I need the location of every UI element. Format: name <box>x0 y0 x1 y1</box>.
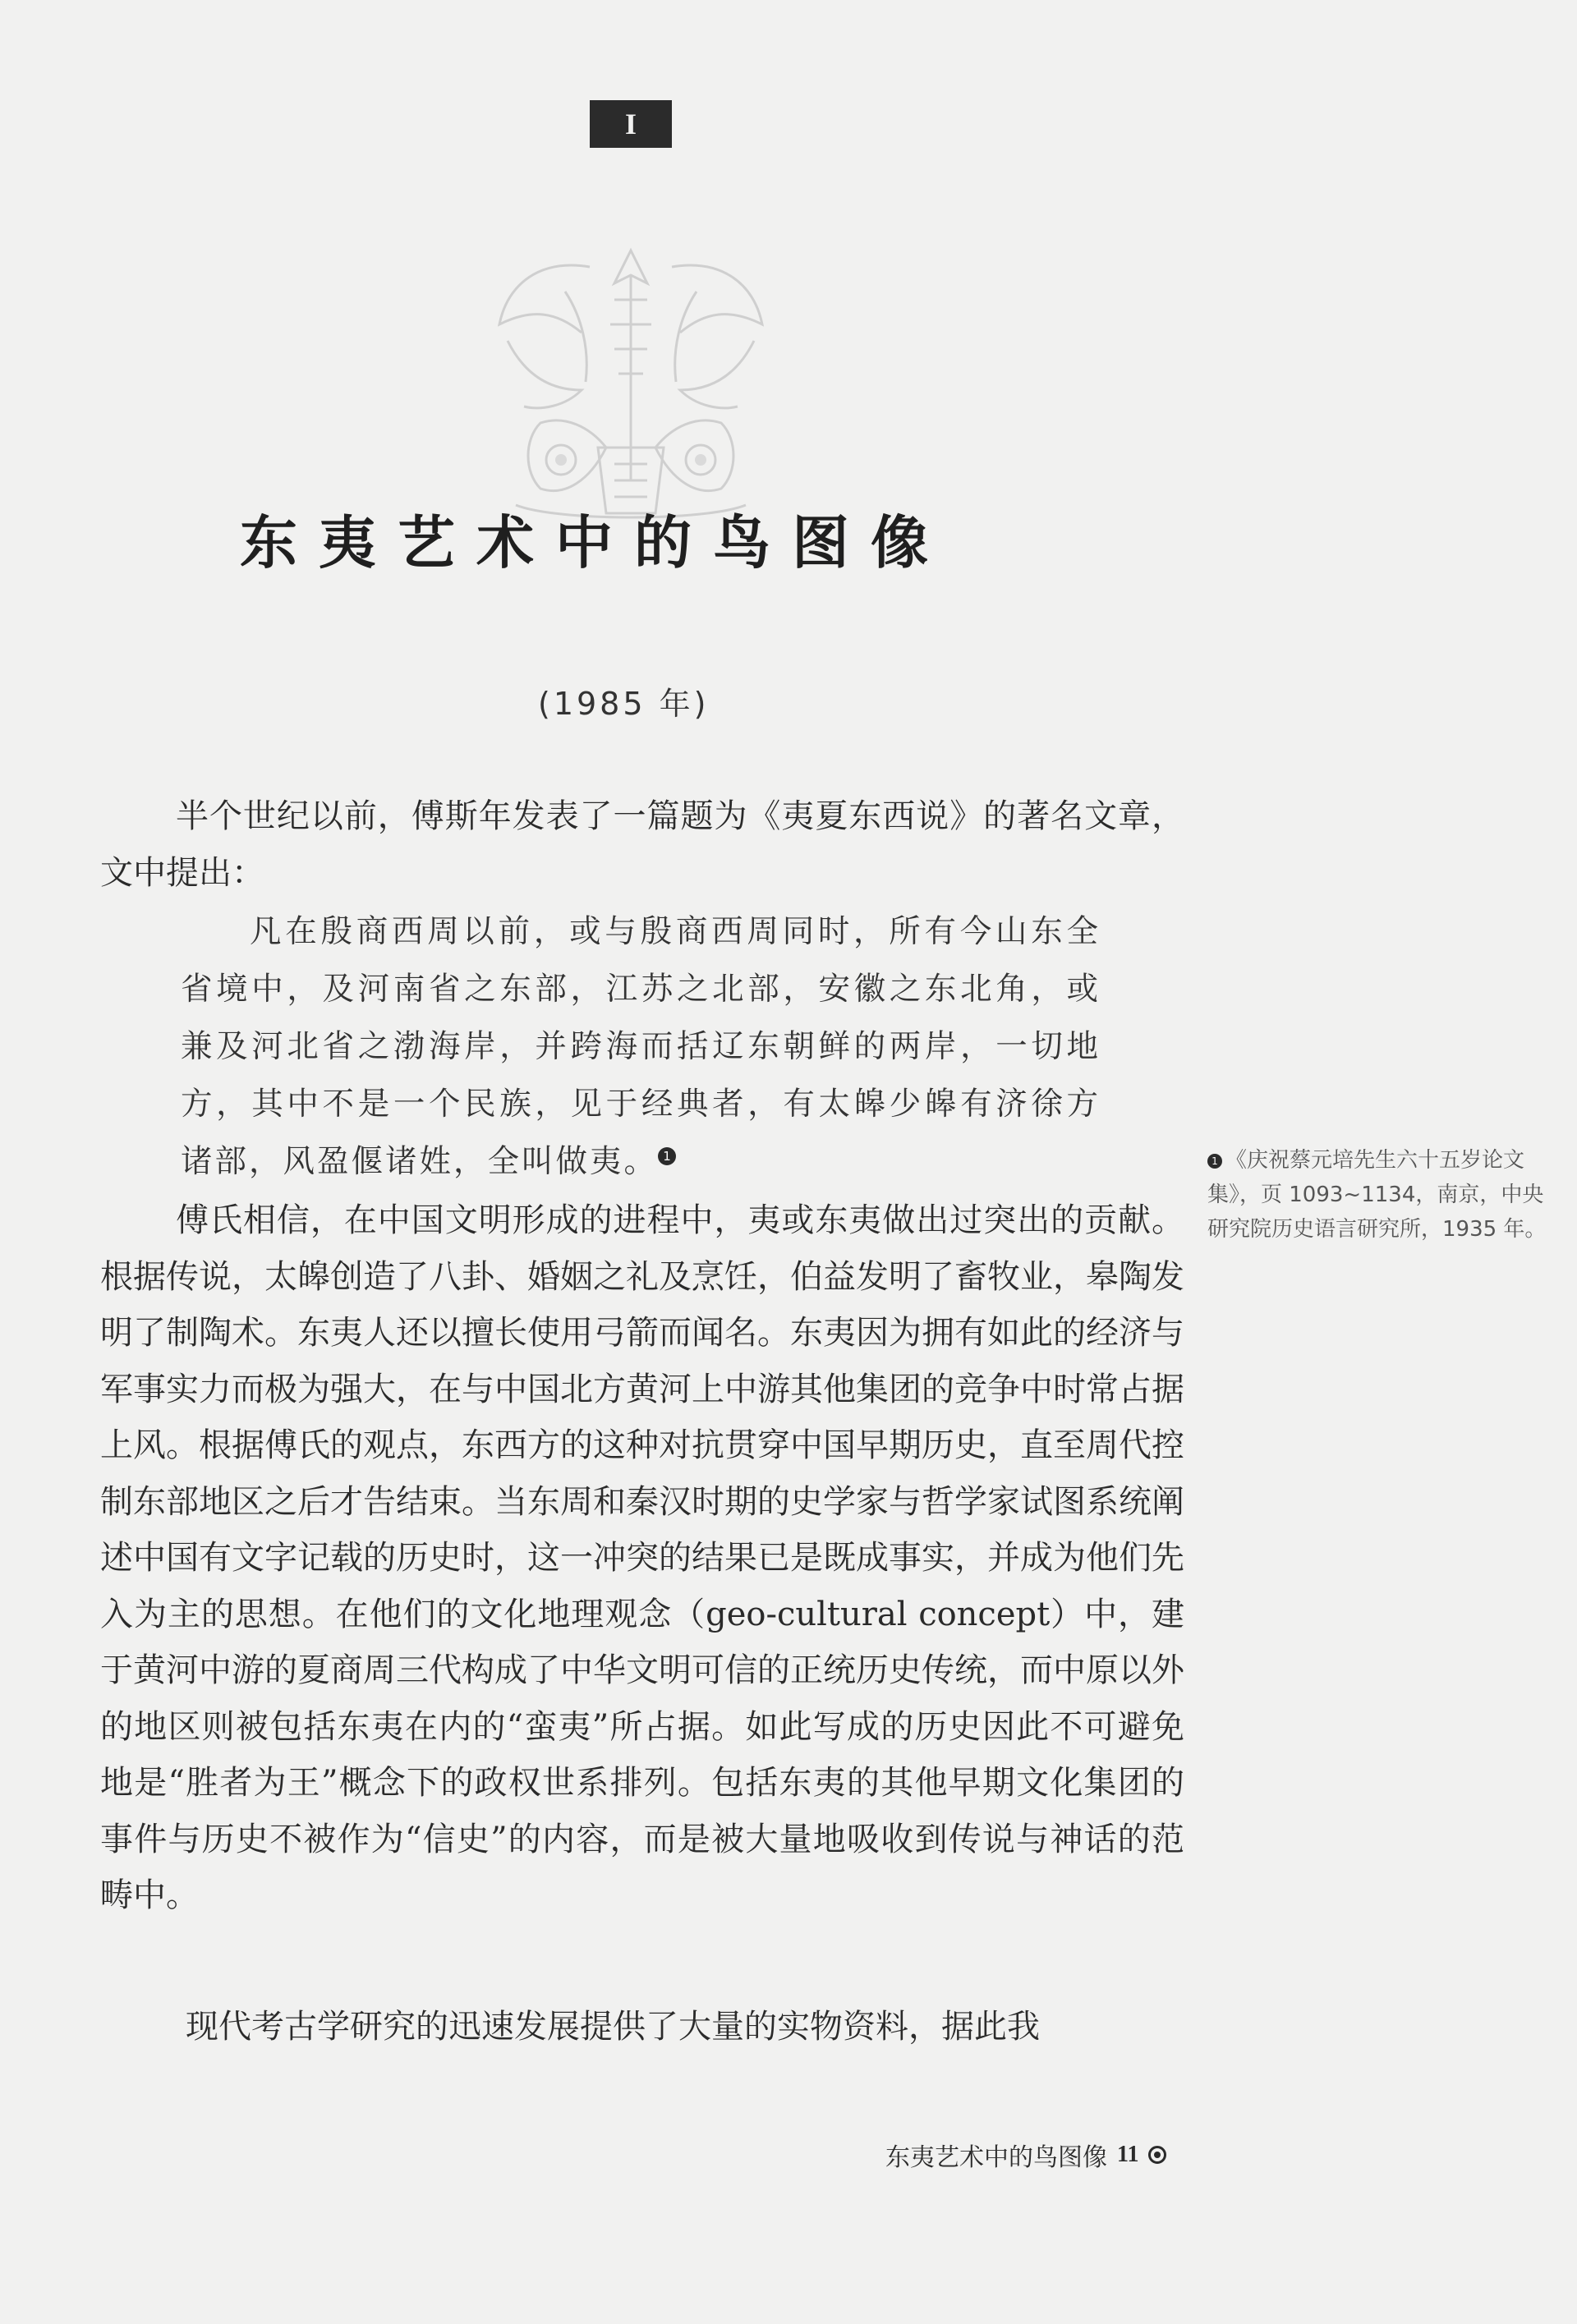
page-number: 11 <box>1117 2142 1139 2167</box>
sidenote-marker: 1 <box>1207 1154 1222 1169</box>
sidenote <box>1207 1143 1552 1247</box>
chapter-year: (1985 年) <box>538 686 710 722</box>
running-title: 东夷艺术中的鸟图像 <box>885 2143 1107 2172</box>
chapter-title: 东夷艺术中的鸟图像 <box>240 508 949 576</box>
sidenote-text: 《庆祝蔡元培先生六十五岁论文集》，页 1093~1134，南京，中央研究院历史语言研究所，1935 年。 <box>1207 1148 1547 1242</box>
block-quote <box>181 903 1101 1191</box>
quote-text: 凡在殷商西周以前，或与殷商西周同时，所有今山东全省境中，及河南省之东部，江苏之北部，安徽之东北角，或兼及河北省之渤海岸，并跨海而括辽东朝鲜的两岸，一切地方，其中不是一个民族，见于经典者，有太皞少皞有济徐方诸部，风盈偃诸姓，全叫做夷。 <box>181 913 1101 1180</box>
bullet-circle-icon <box>1148 2146 1166 2164</box>
paragraph-3: 现代考古学研究的迅速发展提供了大量的实物资料，据此我 <box>186 2008 1040 2046</box>
footnote-marker[interactable]: 1 <box>658 1147 676 1165</box>
bronze-ornament-emblem <box>491 234 770 538</box>
paragraph-1: 半个世纪以前，傅斯年发表了一篇题为《夷夏东西说》的著名文章，文中提出： <box>100 797 1184 892</box>
chapter-marker: I <box>590 100 672 148</box>
page-footer <box>885 2137 1166 2173</box>
paragraph-2: 傅氏相信，在中国文明形成的进程中，夷或东夷做出过突出的贡献。根据传说，太皞创造了八卦、婚姻之礼及烹饪，伯益发明了畜牧业，皋陶发明了制陶术。东夷人还以擅长使用弓箭而闻名。东夷因为拥有如此的经济与军事实力而极为强大，在与中国北方黄河上中游其他集团的竞争中时常占据上风。根据傅氏的观点，东西方的这种对抗贯穿中国早期历史，直至周代控制东部地区之后才告结束。当东周和秦汉时期的史学家与哲学家试图系统阐述中国有文字记载的历史时，这一冲突的结果已是既成事实，并成为他们先入为主的思想。在他们的文化地理观念（geo-cultural concept）中，建于黄河中游的夏商周三代构成了中华文明可信的正统历史传统，而中原以外的地区则被包括东夷在内的“蛮夷”所占据。如此写成的历史因此不可避免地是“胜者为王”概念下的政权世系排列。包括东夷的其他早期文化集团的事件与历史不被作为“信史”的内容，而是被大量地吸收到传说与神话的范畴中。 <box>100 1201 1184 1914</box>
